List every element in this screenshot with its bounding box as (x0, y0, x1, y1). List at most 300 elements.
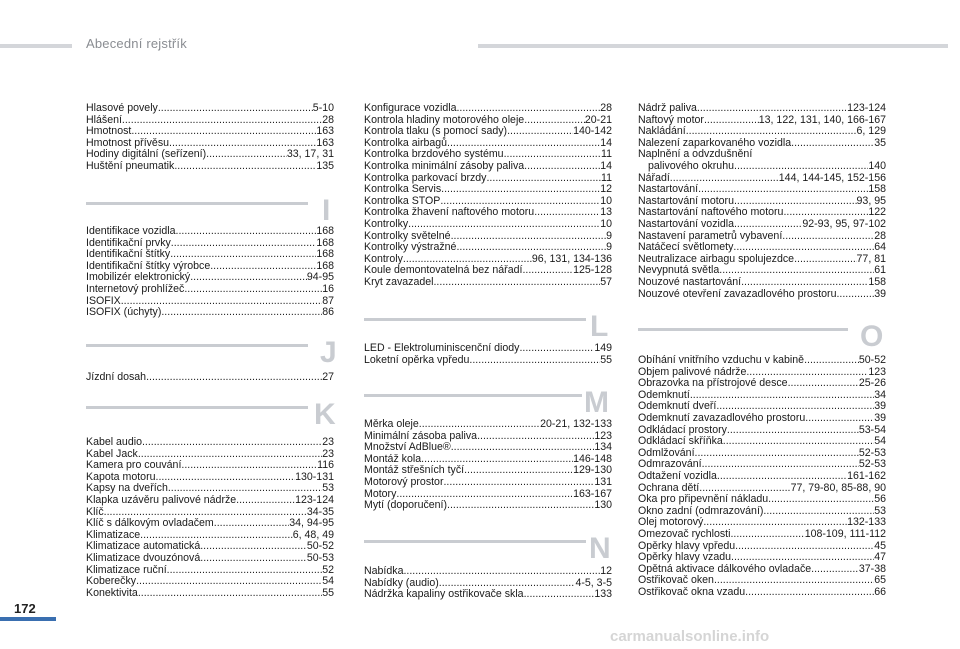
index-page-ref: 163-167 (573, 487, 612, 500)
index-term: Nabídka (364, 565, 404, 577)
index-page-ref: 96, 131, 134-136 (531, 252, 612, 265)
dot-leader (174, 161, 316, 173)
index-term: Klíč s dálkovým ovladačem (86, 517, 214, 530)
index-page-ref: 135 (316, 159, 334, 172)
index-page-ref: 52-53 (858, 446, 886, 459)
dot-leader (206, 149, 287, 161)
index-term: Hmotnost (86, 125, 132, 138)
index-page-ref: 134 (594, 441, 612, 454)
index-term: Kontrolka minimální zásoby paliva (364, 159, 525, 172)
dot-leader (122, 115, 322, 127)
dot-leader (456, 103, 600, 115)
index-term: Klimatizace (86, 528, 141, 541)
section-letter-j: J (320, 336, 337, 369)
index-term: Odtažení vozidla (638, 469, 717, 482)
col1-i-list (86, 226, 334, 319)
index-term: Nastartování (638, 183, 699, 196)
index-entry (364, 219, 612, 231)
dot-leader (176, 226, 317, 238)
index-entry (86, 284, 334, 296)
index-page-ref: 39 (874, 411, 886, 424)
index-entry (86, 226, 334, 238)
index-term: Kontrolky výstražné (364, 241, 457, 254)
index-page-ref: 33, 17, 31 (286, 148, 334, 161)
index-term: Loketní opěrka vpředu (364, 353, 470, 366)
index-term: Odkládací skříňka (638, 435, 723, 448)
dot-leader (697, 103, 847, 115)
index-page-ref: 163 (316, 136, 334, 149)
dot-leader (522, 265, 573, 277)
dot-leader (486, 173, 601, 185)
dot-leader (791, 138, 874, 150)
index-entry (638, 161, 886, 173)
index-term: Odemknutí dveří (638, 400, 717, 413)
index-term: Hlášení (86, 113, 122, 126)
header-left-bar (0, 44, 72, 48)
dot-leader (161, 307, 322, 319)
index-term: Klimatizace ruční (86, 563, 167, 576)
dot-leader (524, 589, 595, 601)
index-entry (86, 437, 334, 449)
index-term: Konektivita (86, 586, 138, 599)
col1-h-list (86, 103, 334, 173)
index-term: Imobilizér elektronický (86, 271, 191, 284)
index-term: Koule demontovatelná bez nářadí (364, 264, 523, 277)
index-entry (638, 277, 886, 289)
index-page-ref: 168 (316, 236, 334, 249)
section-rule (86, 344, 308, 347)
section-letter-l: L (590, 310, 609, 343)
index-term: Ochrana dětí (638, 481, 700, 494)
index-page-ref: 116 (317, 459, 334, 472)
index-term: Kapsy na dveřích (86, 482, 168, 495)
index-entry (86, 307, 334, 319)
index-page-ref: 39 (874, 287, 886, 300)
index-page-ref: 16 (322, 282, 334, 295)
col1-k-list (86, 437, 334, 599)
dot-leader (456, 242, 606, 254)
index-term: Kontroly (364, 252, 403, 265)
index-entry (86, 576, 334, 588)
index-term: Kontrolka žhavení naftového motoru (364, 206, 535, 219)
index-page-ref: 65 (874, 574, 886, 587)
index-entry (364, 184, 612, 196)
index-page-ref: 55 (322, 586, 334, 599)
index-term: Kontrolka parkovací brzdy (364, 171, 487, 184)
index-term: Omezovač rychlosti (638, 527, 731, 540)
index-page-ref: 123 (868, 365, 886, 378)
index-term: Kontrolka STOP (364, 194, 441, 207)
index-term: Nádrž paliva (638, 102, 697, 114)
index-term: Kryt zavazadel (364, 275, 434, 288)
index-term: Ostřikovač oken (638, 574, 714, 587)
index-term: Kabel Jack (86, 447, 138, 460)
index-page-ref: 13 (600, 206, 612, 219)
index-term: Huštění pneumatik (86, 159, 175, 172)
index-page-ref: 144, 144-145, 152-156 (778, 171, 886, 184)
dot-leader (811, 564, 859, 576)
index-page-ref: 55 (600, 353, 612, 366)
index-term: Natáčecí světlomety (638, 241, 734, 254)
index-page-ref: 47 (874, 551, 886, 564)
index-term: Identifikační štítky (86, 248, 171, 261)
dot-leader (731, 552, 874, 564)
section-letter-o: O (860, 320, 884, 353)
dot-leader (733, 242, 874, 254)
index-term: Odkládací prostory (638, 423, 727, 436)
page-number: 172 (14, 601, 36, 616)
dot-leader (727, 425, 859, 437)
index-page-ref: 34-35 (306, 505, 334, 518)
dot-leader (788, 378, 859, 390)
index-page-ref: 54 (322, 575, 334, 588)
index-term: Naplnění a odvzdušnění (638, 148, 753, 161)
dot-leader (167, 565, 323, 577)
dot-leader (804, 355, 859, 367)
index-term: ISOFIX (86, 294, 121, 307)
index-term: Měrka oleje (364, 418, 419, 430)
index-term: Klimatizace automatická (86, 540, 201, 553)
index-term: Nastartování naftového motoru (638, 206, 784, 219)
index-term: Internetový prohlížeč (86, 282, 185, 295)
section-rule (86, 406, 308, 409)
dot-leader (524, 161, 600, 173)
index-term: Kontrolky světelné (364, 229, 451, 242)
index-page-ref: 108-109, 111-112 (804, 527, 886, 540)
index-entry (638, 184, 886, 196)
col2-l-list (364, 343, 612, 366)
index-page-ref: 125-128 (573, 264, 612, 277)
dot-leader (704, 115, 759, 127)
index-entry (86, 588, 334, 600)
col3-n-list (638, 103, 886, 300)
dot-leader (142, 437, 322, 449)
index-term: Konfigurace vozidla (364, 102, 457, 114)
index-page-ref: 6, 129 (856, 125, 886, 138)
index-term: Kontrolka airbagů (364, 136, 448, 149)
dot-leader (469, 355, 600, 367)
index-page-ref: 168 (316, 225, 334, 237)
index-page-ref: 52 (322, 563, 334, 576)
index-page-ref: 93, 95 (856, 194, 886, 207)
index-entry (638, 587, 886, 599)
dot-leader (408, 219, 600, 231)
index-term: Kabel audio (86, 436, 142, 448)
index-term: Jízdní dosah (86, 371, 147, 383)
index-page-ref: 140 (868, 159, 886, 172)
index-term: Hodiny digitální (seřízení) (86, 148, 207, 161)
index-entry (364, 355, 612, 367)
col3-o-list (638, 355, 886, 598)
index-page-ref: 133 (594, 588, 612, 601)
index-term: Naftový motor (638, 113, 704, 126)
index-term: Oka pro připevnění nákladu (638, 493, 769, 506)
dot-leader (443, 477, 594, 489)
index-term: Motorový prostor (364, 475, 444, 488)
dot-leader (735, 541, 874, 553)
index-entry (638, 436, 886, 448)
index-page-ref: 37-38 (858, 562, 886, 575)
dot-leader (719, 265, 874, 277)
index-page-ref: 35 (874, 136, 886, 149)
index-term: Kontrolka Servis (364, 183, 442, 196)
index-page-ref: 13, 122, 131, 140, 166-167 (758, 113, 886, 126)
index-term: Nakládání (638, 125, 686, 138)
dot-leader (507, 126, 573, 138)
dot-leader (768, 494, 874, 506)
index-page-ref: 28 (874, 229, 886, 242)
index-term: Nastartování vozidla (638, 217, 734, 230)
index-term: Kontrolky (364, 217, 409, 230)
index-page-ref: 52-53 (858, 458, 886, 471)
index-page-ref: 50-53 (306, 551, 334, 564)
index-page-ref: 123 (594, 429, 612, 442)
index-page-ref: 92-93, 95, 97-102 (802, 217, 886, 230)
index-page-ref: 39 (874, 400, 886, 413)
index-term: palivového okruhu (648, 159, 734, 172)
dot-leader (745, 587, 874, 599)
section-rule (364, 540, 586, 543)
index-term: Odemknutí zavazadlového prostoru (638, 411, 806, 424)
index-page-ref: 10 (600, 194, 612, 207)
index-entry (86, 161, 334, 173)
index-page-ref: 130 (594, 499, 612, 512)
index-page-ref: 161-162 (847, 469, 886, 482)
index-term: Mytí (doporučení) (364, 499, 448, 512)
dot-leader (534, 207, 600, 219)
col2-n-list (364, 566, 612, 601)
dot-leader (433, 277, 600, 289)
index-entry (86, 495, 334, 507)
section-rule (364, 318, 586, 321)
dot-leader (236, 495, 295, 507)
index-page-ref: 34, 94-95 (289, 517, 334, 530)
index-entry (364, 589, 612, 601)
index-page-ref: 54 (874, 435, 886, 448)
index-page-ref: 14 (600, 159, 612, 172)
index-term: Okno zadní (odmrazování) (638, 504, 764, 517)
index-page-ref: 50-52 (858, 354, 886, 366)
index-page-ref: 66 (874, 585, 886, 598)
index-term: Hlasové povely (86, 102, 158, 114)
dot-leader (741, 277, 868, 289)
index-term: Identifikace vozidla (86, 225, 176, 237)
index-page-ref: 158 (868, 275, 886, 288)
index-entry (638, 471, 886, 483)
index-page-ref: 53-54 (858, 423, 886, 436)
index-entry (364, 103, 612, 115)
dot-leader (734, 219, 802, 231)
index-entry (364, 343, 612, 355)
dot-leader (447, 500, 594, 512)
col1-j-list (86, 372, 334, 384)
index-term: LED - Elektroluminiscenční diody (364, 342, 520, 354)
index-page-ref: 61 (874, 264, 886, 277)
index-term: Nouzové otevření zavazadlového prostoru (638, 287, 837, 300)
index-term: Odemknutí (638, 388, 690, 401)
index-entry (364, 277, 612, 289)
index-term: Hmotnost přívěsu (86, 136, 170, 149)
index-page-ref: 123-124 (295, 493, 334, 506)
dot-leader (464, 465, 573, 477)
dot-leader (158, 103, 313, 115)
dot-leader (734, 161, 868, 173)
index-page-ref: 27 (322, 371, 334, 383)
index-page-ref: 149 (594, 342, 612, 354)
index-page-ref: 9 (606, 229, 612, 242)
index-entry (86, 103, 334, 115)
index-term: Klíč (86, 505, 104, 518)
index-entry (364, 477, 612, 489)
index-entry (638, 219, 886, 231)
index-page-ref: 9 (606, 241, 612, 254)
index-term: Obíhání vnitřního vzduchu v kabině (638, 354, 805, 366)
index-entry (638, 355, 886, 367)
index-page-ref: 50-52 (306, 540, 334, 553)
index-page-ref: 12 (600, 565, 612, 577)
index-term: Kontrolka brzdového systému (364, 148, 504, 161)
index-term: Kontrola tlaku (s pomocí sady) (364, 125, 508, 138)
dot-leader (690, 390, 874, 402)
index-entry (364, 242, 612, 254)
index-term: Identifikační štítky výrobce (86, 259, 211, 272)
dot-leader (441, 184, 600, 196)
index-entry (364, 161, 612, 173)
dot-leader (171, 238, 317, 250)
index-page-ref: 163 (316, 125, 334, 138)
dot-leader (200, 553, 307, 565)
dot-leader (702, 459, 859, 471)
index-page-ref: 11 (601, 171, 612, 184)
dot-leader (805, 413, 874, 425)
index-page-ref: 168 (316, 259, 334, 272)
section-letter-m: M (584, 386, 609, 419)
index-page-ref: 23 (322, 447, 334, 460)
index-page-ref: 123-124 (847, 102, 886, 114)
dot-leader (477, 431, 594, 443)
index-page-ref: 146-148 (573, 452, 612, 465)
index-page-ref: 25-26 (858, 377, 886, 390)
index-term: Kamera pro couvání (86, 459, 182, 472)
index-page-ref: 28 (322, 113, 334, 126)
footer-accent-bar (0, 617, 56, 621)
dot-leader (695, 448, 859, 460)
index-page-ref: 53 (322, 482, 334, 495)
index-term: Klimatizace dvouzónová (86, 551, 201, 564)
dot-leader (138, 588, 322, 600)
dot-leader (451, 231, 607, 243)
index-entry (638, 529, 886, 541)
index-term: Ostřikovač okna vzadu (638, 585, 746, 598)
index-page-ref: 10 (600, 217, 612, 230)
index-entry (638, 289, 886, 301)
index-entry (638, 494, 886, 506)
index-term: Odmrazování (638, 458, 702, 471)
index-page-ref: 158 (868, 183, 886, 196)
index-term: ISOFIX (úchyty) (86, 306, 162, 319)
index-page-ref: 28 (600, 102, 612, 114)
index-entry (86, 553, 334, 565)
index-entry (638, 552, 886, 564)
index-page-ref: 6, 48, 49 (292, 528, 334, 541)
col2-m-list (364, 419, 612, 512)
dot-leader (698, 184, 868, 196)
index-term: Obrazovka na přístrojové desce (638, 377, 788, 390)
index-page-ref: 140-142 (573, 125, 612, 138)
index-page-ref: 12 (600, 183, 612, 196)
index-term: Kapota motoru (86, 470, 156, 483)
index-page-ref: 77, 79-80, 85-88, 90 (790, 481, 886, 494)
index-page-ref: 132-133 (847, 516, 886, 529)
index-page-ref: 131 (594, 475, 612, 488)
index-term: Nalezení zaparkovaného vozidla (638, 136, 792, 149)
index-page-ref: 130-131 (295, 470, 334, 483)
index-page-ref: 20-21 (584, 113, 612, 126)
section-rule (638, 328, 848, 331)
dot-leader (419, 419, 540, 431)
section-rule (364, 394, 582, 397)
index-entry (364, 500, 612, 512)
index-term: Nabídky (audio) (364, 576, 439, 589)
index-term: Nouzové nastartování (638, 275, 742, 288)
index-term: Motory (364, 487, 397, 500)
index-term: Nastartování motoru (638, 194, 734, 207)
dot-leader (730, 529, 804, 541)
index-page-ref: 53 (874, 504, 886, 517)
index-term: Kontrola hladiny motorového oleje (364, 113, 525, 126)
dot-leader (136, 576, 322, 588)
dot-leader (156, 472, 296, 484)
index-page-ref: 34 (874, 388, 886, 401)
index-entry (364, 419, 612, 431)
header-right-bar (478, 44, 948, 48)
dot-leader (403, 566, 600, 578)
index-page-ref: 14 (600, 136, 612, 149)
index-term: Neutralizace airbagu spolujezdce (638, 252, 795, 265)
index-page-ref: 122 (868, 206, 886, 219)
index-page-ref: 87 (322, 294, 334, 307)
dot-leader (184, 284, 322, 296)
index-term: Olej motorový (638, 516, 704, 529)
col2-k-list (364, 103, 612, 289)
dot-leader (200, 541, 307, 553)
index-page-ref: 129-130 (573, 464, 612, 477)
dot-leader (717, 471, 847, 483)
index-entry (86, 518, 334, 530)
dot-leader (836, 289, 874, 301)
dot-leader (794, 254, 856, 266)
index-term: Montáž kola (364, 452, 422, 465)
index-term: Nádržka kapaliny ostřikovače skla (364, 588, 524, 601)
index-term: Objem palivové nádrže (638, 365, 747, 378)
index-term: Množství AdBlue® (364, 441, 451, 454)
index-page-ref: 20-21, 132-133 (540, 418, 612, 430)
dot-leader (190, 272, 307, 284)
index-term: Nevypnutá světla (638, 264, 720, 277)
index-page-ref: 56 (874, 493, 886, 506)
dot-leader (782, 231, 874, 243)
index-page-ref: 64 (874, 241, 886, 254)
index-entry (638, 242, 886, 254)
dot-leader (723, 436, 874, 448)
index-term: Opětná aktivace dálkového ovladače (638, 562, 812, 575)
watermark: carmanualsonline.info (610, 628, 770, 645)
dot-leader (214, 518, 289, 530)
index-page-ref: 77, 81 (856, 252, 886, 265)
index-entry (364, 566, 612, 578)
index-term: Identifikační prvky (86, 236, 171, 249)
section-rule (86, 202, 308, 205)
